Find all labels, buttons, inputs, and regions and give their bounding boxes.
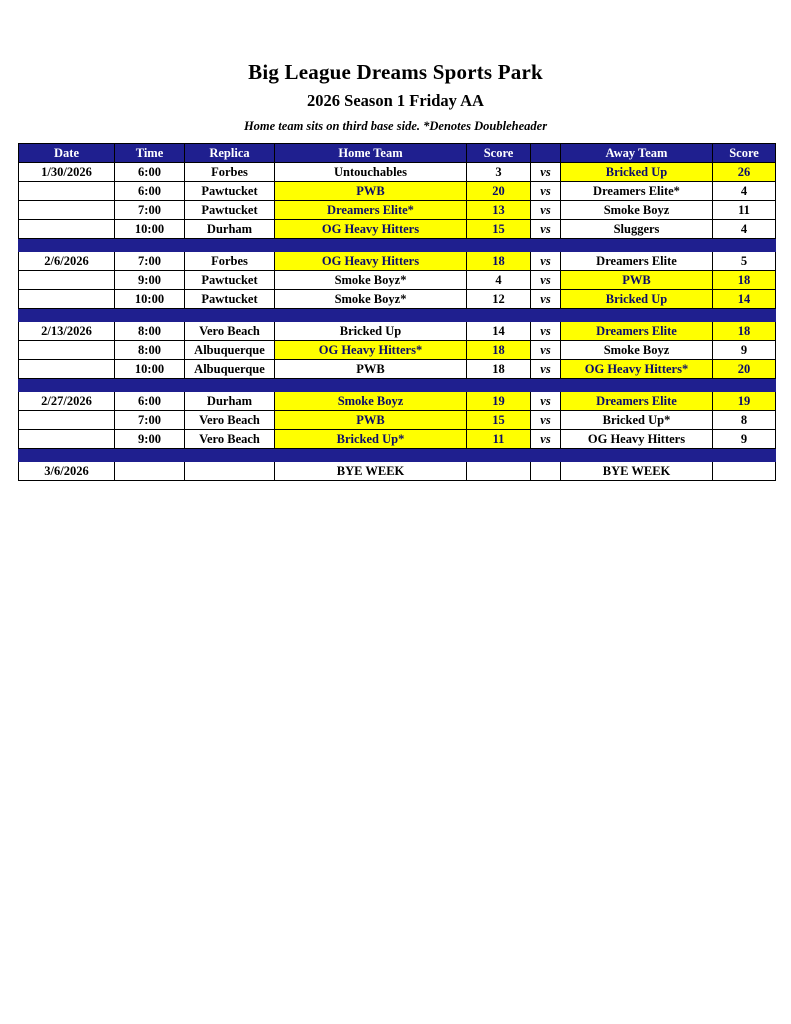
table-row [19, 163, 776, 182]
cell-time: 6:00 [115, 182, 185, 201]
schedule-table-header [19, 144, 776, 163]
table-row [19, 430, 776, 449]
cell-away-score: 9 [713, 341, 776, 360]
cell-vs-label: vs [531, 392, 561, 411]
cell-home-team: Untouchables [275, 163, 467, 182]
cell-home-team: OG Heavy Hitters [275, 220, 467, 239]
cell-away-score: 9 [713, 430, 776, 449]
cell-home-score: 18 [467, 360, 531, 379]
cell-home-score: 12 [467, 290, 531, 309]
cell-replica: Pawtucket [185, 201, 275, 220]
cell-away-team: PWB [561, 271, 713, 290]
cell-time: 6:00 [115, 392, 185, 411]
cell-replica: Pawtucket [185, 182, 275, 201]
cell-away-score: 4 [713, 182, 776, 201]
cell-replica: Durham [185, 220, 275, 239]
cell-time: 7:00 [115, 201, 185, 220]
column-header-away-score: Score [713, 144, 776, 163]
cell-away-team: Dreamers Elite [561, 322, 713, 341]
cell-vs-label: vs [531, 341, 561, 360]
cell-home-score: 18 [467, 252, 531, 271]
cell-away-score: 18 [713, 271, 776, 290]
cell-home-score: 14 [467, 322, 531, 341]
cell-replica: Forbes [185, 252, 275, 271]
column-header-time: Time [115, 144, 185, 163]
cell-home-score: 20 [467, 182, 531, 201]
cell-away-score: 18 [713, 322, 776, 341]
cell-home-team: Smoke Boyz* [275, 271, 467, 290]
cell-vs-label: vs [531, 201, 561, 220]
cell-date: 2/13/2026 [19, 322, 115, 341]
bye-week-row [19, 462, 776, 481]
table-row [19, 201, 776, 220]
column-header-away-team: Away Team [561, 144, 713, 163]
cell-replica: Forbes [185, 163, 275, 182]
cell-vs-label: vs [531, 360, 561, 379]
cell-vs-label: vs [531, 290, 561, 309]
cell-time: 6:00 [115, 163, 185, 182]
cell-away-score: 26 [713, 163, 776, 182]
cell-time: 7:00 [115, 411, 185, 430]
cell-date: 2/27/2026 [19, 392, 115, 411]
cell-vs-label: vs [531, 430, 561, 449]
cell-time: 9:00 [115, 430, 185, 449]
cell-home-team: Smoke Boyz [275, 392, 467, 411]
cell-vs-label: vs [531, 411, 561, 430]
cell-replica: Pawtucket [185, 271, 275, 290]
cell-vs-label: vs [531, 271, 561, 290]
table-row [19, 271, 776, 290]
cell-away-score [713, 462, 776, 481]
cell-date [19, 430, 115, 449]
cell-home-team: PWB [275, 360, 467, 379]
page-subtitle: 2026 Season 1 Friday AA [307, 91, 484, 110]
column-header-home-team: Home Team [275, 144, 467, 163]
cell-home-score: 15 [467, 220, 531, 239]
cell-time [115, 462, 185, 481]
cell-away-team: Dreamers Elite* [561, 182, 713, 201]
cell-home-team: Smoke Boyz* [275, 290, 467, 309]
cell-date [19, 182, 115, 201]
cell-away-team: Dreamers Elite [561, 392, 713, 411]
cell-replica: Vero Beach [185, 411, 275, 430]
table-row [19, 392, 776, 411]
table-row [19, 360, 776, 379]
cell-away-team: BYE WEEK [561, 462, 713, 481]
cell-replica [185, 462, 275, 481]
cell-away-score: 4 [713, 220, 776, 239]
cell-home-team: PWB [275, 411, 467, 430]
cell-home-team: OG Heavy Hitters [275, 252, 467, 271]
cell-date [19, 341, 115, 360]
cell-away-team: OG Heavy Hitters [561, 430, 713, 449]
cell-away-team: Bricked Up [561, 163, 713, 182]
cell-home-team: PWB [275, 182, 467, 201]
column-header-date: Date [19, 144, 115, 163]
table-row [19, 411, 776, 430]
cell-home-team: OG Heavy Hitters* [275, 341, 467, 360]
cell-date: 2/6/2026 [19, 252, 115, 271]
cell-replica: Albuquerque [185, 360, 275, 379]
table-row [19, 290, 776, 309]
cell-vs-label: vs [531, 163, 561, 182]
cell-away-score: 8 [713, 411, 776, 430]
column-header-replica: Replica [185, 144, 275, 163]
cell-vs-label: vs [531, 220, 561, 239]
week-separator [19, 309, 776, 322]
table-row [19, 220, 776, 239]
cell-time: 7:00 [115, 252, 185, 271]
table-row [19, 252, 776, 271]
cell-replica: Vero Beach [185, 430, 275, 449]
cell-replica: Durham [185, 392, 275, 411]
cell-date [19, 290, 115, 309]
cell-home-score: 11 [467, 430, 531, 449]
week-separator-cell [19, 379, 776, 392]
week-separator-cell [19, 309, 776, 322]
cell-home-score: 13 [467, 201, 531, 220]
header-row [19, 144, 776, 163]
column-header-home-score: Score [467, 144, 531, 163]
cell-home-score: 4 [467, 271, 531, 290]
cell-away-team: Bricked Up* [561, 411, 713, 430]
cell-away-score: 5 [713, 252, 776, 271]
cell-away-team: Smoke Boyz [561, 201, 713, 220]
cell-date [19, 411, 115, 430]
cell-away-team: OG Heavy Hitters* [561, 360, 713, 379]
cell-home-score [467, 462, 531, 481]
cell-vs-label: vs [531, 252, 561, 271]
cell-home-team: BYE WEEK [275, 462, 467, 481]
cell-away-team: Dreamers Elite [561, 252, 713, 271]
page-title: Big League Dreams Sports Park [248, 60, 543, 84]
week-separator [19, 239, 776, 252]
cell-away-score: 14 [713, 290, 776, 309]
cell-replica: Albuquerque [185, 341, 275, 360]
week-separator-cell [19, 239, 776, 252]
cell-home-score: 3 [467, 163, 531, 182]
table-row [19, 182, 776, 201]
cell-vs-label: vs [531, 182, 561, 201]
cell-away-score: 20 [713, 360, 776, 379]
cell-home-score: 15 [467, 411, 531, 430]
cell-time: 8:00 [115, 322, 185, 341]
cell-away-team: Bricked Up [561, 290, 713, 309]
schedule-table-body [19, 163, 776, 481]
table-row [19, 341, 776, 360]
cell-time: 10:00 [115, 220, 185, 239]
cell-vs-label [531, 462, 561, 481]
cell-home-team: Bricked Up* [275, 430, 467, 449]
cell-time: 8:00 [115, 341, 185, 360]
cell-date [19, 271, 115, 290]
cell-vs-label: vs [531, 322, 561, 341]
cell-time: 10:00 [115, 290, 185, 309]
cell-date [19, 220, 115, 239]
cell-replica: Vero Beach [185, 322, 275, 341]
cell-away-team: Sluggers [561, 220, 713, 239]
cell-away-score: 19 [713, 392, 776, 411]
cell-date: 1/30/2026 [19, 163, 115, 182]
cell-time: 9:00 [115, 271, 185, 290]
column-header-vs [531, 144, 561, 163]
cell-home-score: 19 [467, 392, 531, 411]
week-separator-cell [19, 449, 776, 462]
cell-away-score: 11 [713, 201, 776, 220]
cell-away-team: Smoke Boyz [561, 341, 713, 360]
cell-date: 3/6/2026 [19, 462, 115, 481]
cell-replica: Pawtucket [185, 290, 275, 309]
cell-home-score: 18 [467, 341, 531, 360]
cell-date [19, 201, 115, 220]
cell-home-team: Dreamers Elite* [275, 201, 467, 220]
schedule-table [18, 143, 776, 481]
cell-home-team: Bricked Up [275, 322, 467, 341]
table-row [19, 322, 776, 341]
week-separator [19, 449, 776, 462]
page-note: Home team sits on third base side. *Denotes Doubleheader [243, 119, 548, 133]
week-separator [19, 379, 776, 392]
cell-date [19, 360, 115, 379]
cell-time: 10:00 [115, 360, 185, 379]
